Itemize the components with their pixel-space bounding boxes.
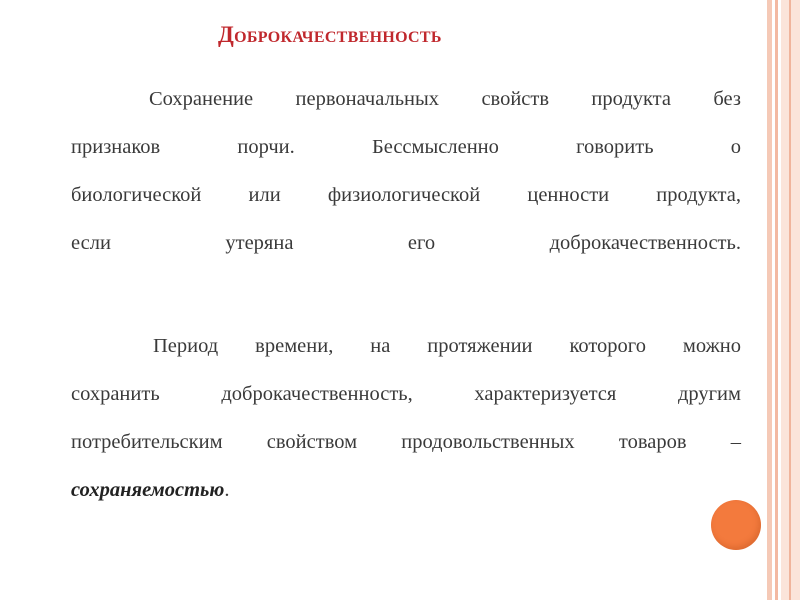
slide-title: Доброкачественность bbox=[218, 22, 442, 47]
paragraph-line: потребительским свойством продовольственных товаров – bbox=[71, 431, 741, 453]
paragraph-line-last bbox=[71, 466, 741, 514]
paragraph-line: Сохранение первоначальных свойств продукта без bbox=[149, 88, 741, 110]
paragraph-line: сохранить доброкачественность, характеризуется другим bbox=[71, 383, 741, 405]
decorative-stripe bbox=[775, 0, 778, 600]
paragraph-line: если утеряна его доброкачественность. bbox=[71, 232, 741, 254]
paragraph-line: биологической или физиологической ценности продукта, bbox=[71, 184, 741, 206]
decorative-stripe bbox=[767, 0, 772, 600]
paragraph-shelf-life bbox=[71, 322, 741, 514]
emphasized-term: сохраняемостью bbox=[71, 479, 225, 501]
paragraph-line: признаков порчи. Бессмысленно говорить о bbox=[71, 136, 741, 158]
decorative-stripe bbox=[789, 0, 791, 600]
paragraph-definition bbox=[71, 75, 741, 267]
end-punctuation: . bbox=[224, 479, 230, 501]
decorative-circle bbox=[711, 500, 761, 550]
paragraph-line: Период времени, на протяжении которого можно bbox=[153, 335, 741, 357]
